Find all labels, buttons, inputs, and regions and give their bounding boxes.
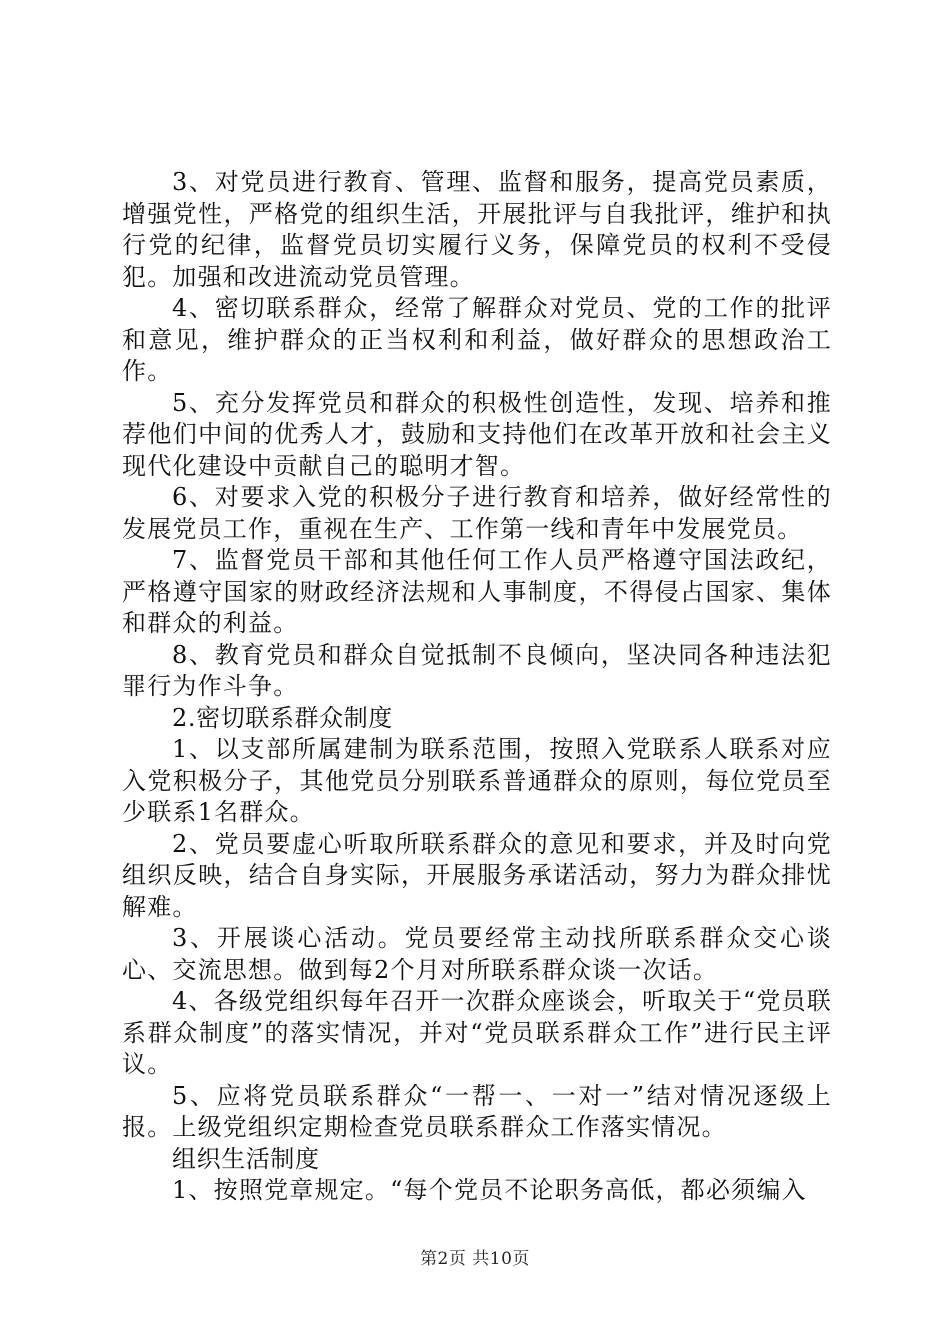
- section-heading-contact-system: 2.密切联系群众制度: [172, 703, 393, 732]
- paragraph-contact-2: 2、党员要虚心听取所联系群众的意见和要求，并及时向党组织反映，结合自身实际，开展服务承诺活动，努力为群众排忧解难。: [122, 829, 832, 921]
- paragraph-contact-3: 3、开展谈心活动。党员要经常主动找所联系群众交心谈心、交流思想。做到每2个月对所联系群众谈一次话。: [122, 924, 832, 984]
- section-heading-org-life: 组织生活制度: [172, 1144, 320, 1173]
- body-text: [122, 167, 832, 1207]
- paragraph-contact-4: 4、各级党组织每年召开一次群众座谈会，听取关于“党员联系群众制度”的落实情况，并对“党员联系群众工作”进行民主评议。: [122, 987, 832, 1078]
- paragraph-duty-5: 5、充分发挥党员和群众的积极性创造性，发现、培养和推荐他们中间的优秀人才，鼓励和支持他们在改革开放和社会主义现代化建设中贡献自己的聪明才智。: [122, 388, 832, 480]
- paragraph-duty-8: 8、教育党员和群众自觉抵制不良倾向，坚决同各种违法犯罪行为作斗争。: [122, 640, 832, 700]
- paragraph-contact-5: 5、应将党员联系群众“一帮一、一对一”结对情况逐级上报。上级党组织定期检查党员联系群众工作落实情况。: [122, 1081, 832, 1141]
- paragraph-org-life-1: 1、按照党章规定。“每个党员不论职务高低，都必须编入: [172, 1176, 807, 1204]
- paragraph-duty-6: 6、对要求入党的积极分子进行教育和培养，做好经常性的发展党员工作，重视在生产、工作第一线和青年中发展党员。: [122, 483, 832, 543]
- page-footer: 第2页 共10页: [420, 1249, 530, 1269]
- paragraph-duty-4: 4、密切联系群众，经常了解群众对党员、党的工作的批评和意见，维护群众的正当权利和利益，做好群众的思想政治工作。: [122, 294, 832, 385]
- paragraph-contact-1: 1、以支部所属建制为联系范围，按照入党联系人联系对应入党积极分子，其他党员分别联系普通群众的原则，每位党员至少联系1名群众。: [122, 735, 832, 826]
- paragraph-duty-7: 7、监督党员干部和其他任何工作人员严格遵守国法政纪，严格遵守国家的财政经济法规和人事制度，不得侵占国家、集体和群众的利益。: [122, 546, 832, 637]
- paragraph-duty-3: 3、对党员进行教育、管理、监督和服务，提高党员素质，增强党性，严格党的组织生活，开展批评与自我批评，维护和执行党的纪律，监督党员切实履行义务，保障党员的权利不受侵犯。加强和改进流动党员管理。: [122, 168, 832, 291]
